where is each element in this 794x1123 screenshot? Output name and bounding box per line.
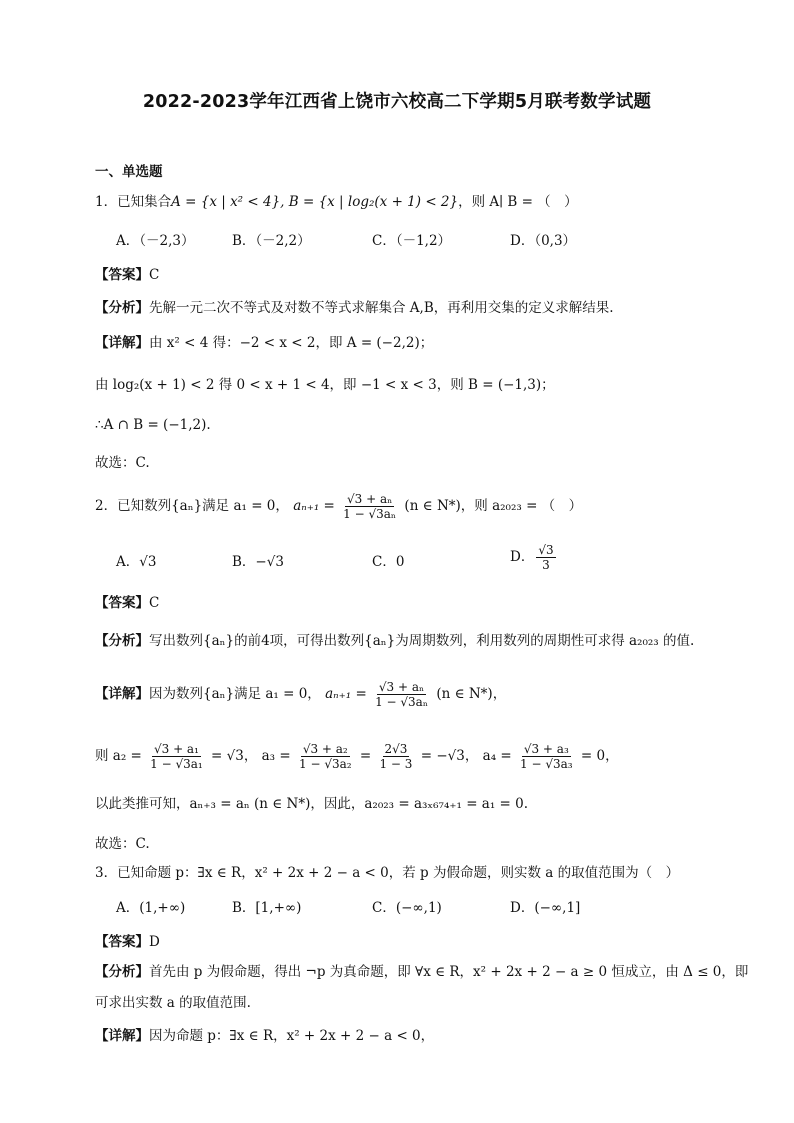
- fraction-numerator: √3 + aₙ: [378, 680, 425, 694]
- fraction-numerator: √3 + aₙ: [346, 492, 393, 506]
- detail-term-lhs: a₃ =: [261, 748, 291, 764]
- q2-detail-line: [95, 680, 506, 709]
- q3-answer: [95, 932, 160, 952]
- detail-tag: 【详解】: [95, 686, 149, 702]
- question-3-stem: 3．已知命题 p：∃x ∈ R，x² + 2x + 2 − a < 0，若 p 为假命题，则实数 a 的取值范围为（ ）: [95, 865, 680, 881]
- fraction-denominator: 1 − 3: [379, 757, 413, 771]
- q3-option-c: C．(−∞,1): [372, 900, 442, 916]
- answer-value: D: [149, 934, 160, 950]
- q1-option-a: A．（－2,3）: [116, 233, 195, 249]
- page-title: 2022-2023学年江西省上饶市六校高二下学期5月联考数学试题: [142, 92, 652, 112]
- fraction-denominator: 1 − √3a₂: [299, 757, 352, 771]
- fraction-denominator: 1 − √3aₙ: [375, 695, 429, 709]
- detail-lhs: aₙ₊₁ =: [325, 686, 367, 702]
- q2-stem-fraction: [341, 492, 398, 521]
- q1-stem-suffix: ，则 A∣ B = （ ）: [458, 194, 578, 210]
- answer-tag: 【答案】: [95, 267, 149, 283]
- fraction-denominator: 1 − √3aₙ: [343, 507, 397, 521]
- detail-term-rhs: = −√3，: [420, 748, 479, 764]
- detail-term-rhs: =: [359, 748, 372, 764]
- answer-value: C: [149, 267, 160, 283]
- fraction-numerator: 2√3: [384, 742, 408, 756]
- q2-stem-lhs: aₙ₊₁ =: [293, 498, 335, 514]
- answer-tag: 【答案】: [95, 595, 149, 611]
- question-1-stem: [95, 192, 578, 212]
- detail-fraction: [377, 742, 414, 771]
- detail-fraction: [297, 742, 354, 771]
- q2-option-c: C．0: [372, 554, 405, 570]
- q1-detail-line: 由 log₂(x + 1) < 2 得 0 < x + 1 < 4，即 −1 < x < 3，则 B = (−1,3)；: [95, 377, 555, 393]
- q2-option-d: [510, 543, 558, 572]
- q1-analysis: [95, 298, 614, 318]
- q3-analysis-cont: 可求出实数 a 的取值范围.: [95, 995, 251, 1011]
- fraction-denominator: 3: [542, 558, 550, 572]
- q1-stem-math: A = {x | x² < 4}, B = {x | log₂(x + 1) < 2}: [171, 194, 459, 210]
- q2-option-d-label: D．: [510, 549, 535, 565]
- detail-fraction: [148, 742, 205, 771]
- q2-stem-prefix: 2．已知数列{aₙ}满足 a₁ = 0，: [95, 498, 289, 514]
- q2-stem-suffix: (n ∈ N*)，则 a₂₀₂₃ = （ ）: [404, 498, 583, 514]
- detail-term-rhs: = √3，: [211, 748, 258, 764]
- q1-answer: [95, 265, 159, 285]
- detail-text: 由 x² < 4 得：−2 < x < 2，即 A = (−2,2)；: [149, 335, 434, 351]
- q2-detail-line: [95, 742, 619, 771]
- fraction-numerator: √3: [538, 543, 554, 557]
- fraction-numerator: √3 + a₁: [153, 742, 199, 756]
- q1-option-c: C．（－1,2）: [372, 233, 452, 249]
- analysis-text: 先解一元二次不等式及对数不等式求解集合 A,B，再利用交集的定义求解结果.: [149, 300, 614, 316]
- q3-option-d: D．(−∞,1]: [510, 900, 581, 916]
- detail-fraction: [518, 742, 575, 771]
- detail-fraction: [373, 680, 430, 709]
- q1-detail-line: [95, 333, 433, 353]
- detail-text: 因为数列{aₙ}满足 a₁ = 0，: [149, 686, 321, 702]
- detail-term-rhs: = 0，: [580, 748, 619, 764]
- analysis-text: 写出数列{aₙ}的前4项，可得出数列{aₙ}为周期数列，利用数列的周期性可求得 a₂₀₂₃ 的值.: [149, 633, 695, 649]
- q1-detail-line: ∴A ∩ B = (−1,2).: [95, 417, 211, 433]
- detail-term-lhs: a₄ =: [482, 748, 512, 764]
- fraction-denominator: 1 − √3a₃: [520, 757, 573, 771]
- q2-detail-line: 故选：C.: [95, 836, 150, 852]
- section-heading: 一、单选题: [95, 164, 163, 180]
- q2-answer: [95, 593, 159, 613]
- detail-tag: 【详解】: [95, 1028, 149, 1044]
- q3-option-b: B．[1,+∞): [232, 900, 302, 916]
- q3-option-a: A．(1,+∞): [116, 900, 186, 916]
- q3-analysis: [95, 962, 748, 982]
- fraction-numerator: √3 + a₃: [523, 742, 569, 756]
- answer-tag: 【答案】: [95, 934, 149, 950]
- analysis-tag: 【分析】: [95, 964, 149, 980]
- analysis-text: 首先由 p 为假命题，得出 ¬p 为真命题，即 ∀x ∈ R，x² + 2x + 2 − a ≥ 0 恒成立，由 Δ ≤ 0，即: [149, 964, 749, 980]
- answer-value: C: [149, 595, 160, 611]
- q2-option-b: B．−√3: [232, 554, 284, 570]
- q1-option-b: B．（－2,2）: [232, 233, 311, 249]
- q2-option-a: A．√3: [116, 554, 157, 570]
- q2-option-d-fraction: [536, 543, 555, 572]
- question-2-stem: [95, 492, 582, 521]
- q3-detail: [95, 1026, 434, 1046]
- q2-detail-line: 以此类推可知，aₙ₊₃ = aₙ (n ∈ N*)，因此，a₂₀₂₃ = a₃ₓ₆₇₄₊₁ = a₁ = 0.: [95, 796, 529, 812]
- detail-suffix: (n ∈ N*)，: [436, 686, 507, 702]
- fraction-numerator: √3 + a₂: [302, 742, 348, 756]
- q2-analysis: [95, 631, 694, 651]
- detail-term-lhs: 则 a₂ =: [95, 748, 142, 764]
- q1-detail-line: 故选：C.: [95, 455, 150, 471]
- analysis-tag: 【分析】: [95, 633, 149, 649]
- detail-text: 因为命题 p：∃x ∈ R，x² + 2x + 2 − a < 0，: [149, 1028, 435, 1044]
- q1-option-d: D．（0,3）: [510, 233, 577, 249]
- fraction-denominator: 1 − √3a₁: [150, 757, 203, 771]
- detail-tag: 【详解】: [95, 335, 149, 351]
- analysis-tag: 【分析】: [95, 300, 149, 316]
- q1-stem-prefix: 1．已知集合: [95, 194, 172, 210]
